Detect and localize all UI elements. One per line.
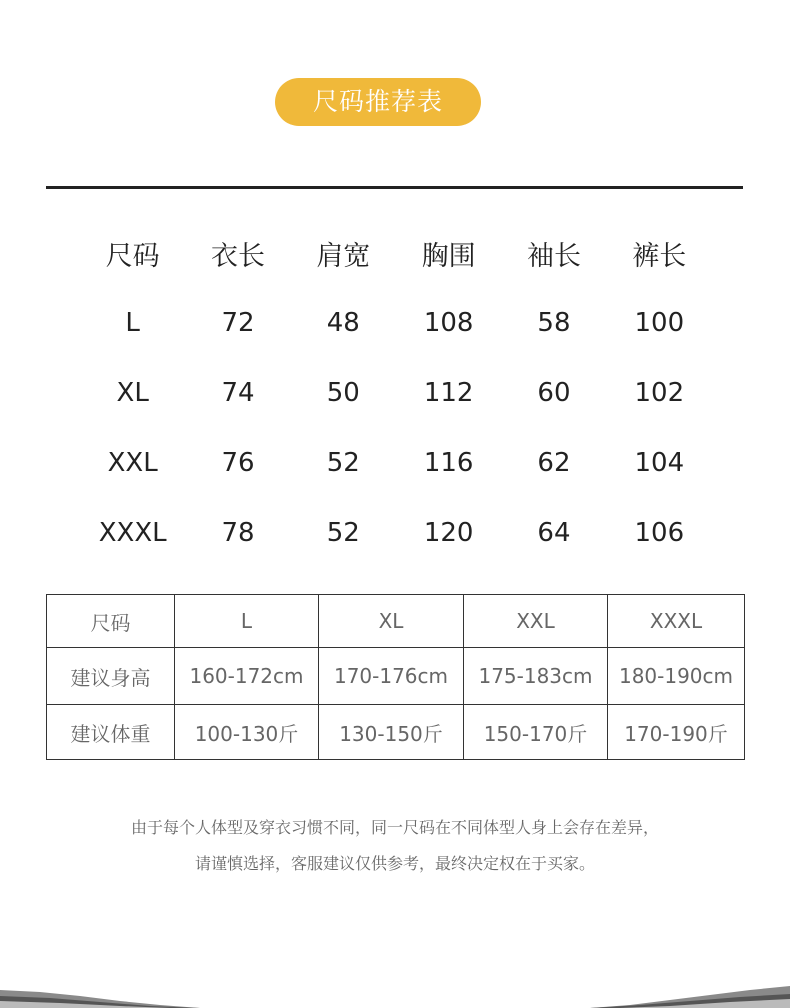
length-cell: 78 (221, 518, 255, 548)
chest-cell: 108 (423, 308, 474, 338)
table-cell: 170-190斤 (608, 705, 745, 760)
table-cell: 130-150斤 (319, 705, 464, 760)
table-cell: 尺码 (47, 595, 175, 648)
table-cell: 180-190cm (608, 648, 745, 705)
table-cell: 100-130斤 (175, 705, 319, 760)
table-cell: XXXL (608, 595, 745, 648)
length-cell: 72 (221, 308, 255, 338)
sleeve-cell: 60 (537, 378, 571, 408)
pants-length-cell: 100 (634, 308, 685, 338)
pants-length-cell: 102 (634, 378, 685, 408)
chest-cell: 120 (423, 518, 474, 548)
header-cell: 尺码 (105, 240, 160, 272)
length-cell: 74 (221, 378, 255, 408)
size-cell: XL (116, 378, 149, 408)
header-cell: 衣长 (210, 240, 265, 272)
shoulder-cell: 52 (326, 448, 360, 478)
table-cell: XXL (464, 595, 608, 648)
size-row-xxl (80, 428, 712, 498)
header-cell: 胸围 (421, 240, 476, 272)
size-row-xl (80, 358, 712, 428)
table-row (47, 648, 745, 705)
pants-length-cell: 104 (634, 448, 685, 478)
page-title: 尺码推荐表 (275, 78, 481, 126)
size-chart-header (80, 218, 712, 288)
table-cell: 175-183cm (464, 648, 608, 705)
table-cell: 160-172cm (175, 648, 319, 705)
texture-right-decoration (590, 968, 790, 1008)
size-cell: XXL (107, 448, 158, 478)
disclaimer-line-1: 由于每个人体型及穿衣习惯不同，同一尺码在不同体型人身上会存在差异， (130, 818, 659, 837)
sleeve-cell: 58 (537, 308, 571, 338)
pants-length-cell: 106 (634, 518, 685, 548)
table-cell: 150-170斤 (464, 705, 608, 760)
table-cell: 170-176cm (319, 648, 464, 705)
sleeve-cell: 64 (537, 518, 571, 548)
recommendation-table (46, 594, 745, 760)
table-cell: 建议体重 (47, 705, 175, 760)
shoulder-cell: 52 (326, 518, 360, 548)
shoulder-cell: 50 (326, 378, 360, 408)
texture-left-decoration (0, 968, 200, 1008)
size-chart (80, 218, 712, 568)
size-row-xxxl (80, 498, 712, 568)
header-cell: 肩宽 (316, 240, 371, 272)
size-cell: XXXL (98, 518, 167, 548)
size-cell: L (125, 308, 140, 338)
divider-line (46, 186, 743, 189)
table-cell: 建议身高 (47, 648, 175, 705)
size-row-l (80, 288, 712, 358)
shoulder-cell: 48 (326, 308, 360, 338)
chest-cell: 112 (423, 378, 474, 408)
disclaimer-line-2: 请谨慎选择，客服建议仅供参考，最终决定权在于买家。 (194, 854, 595, 873)
chest-cell: 116 (423, 448, 474, 478)
table-cell: L (175, 595, 319, 648)
sleeve-cell: 62 (537, 448, 571, 478)
table-cell: XL (319, 595, 464, 648)
table-row (47, 705, 745, 760)
length-cell: 76 (221, 448, 255, 478)
table-row (47, 595, 745, 648)
header-cell: 裤长 (632, 240, 687, 272)
header-cell: 袖长 (526, 240, 581, 272)
